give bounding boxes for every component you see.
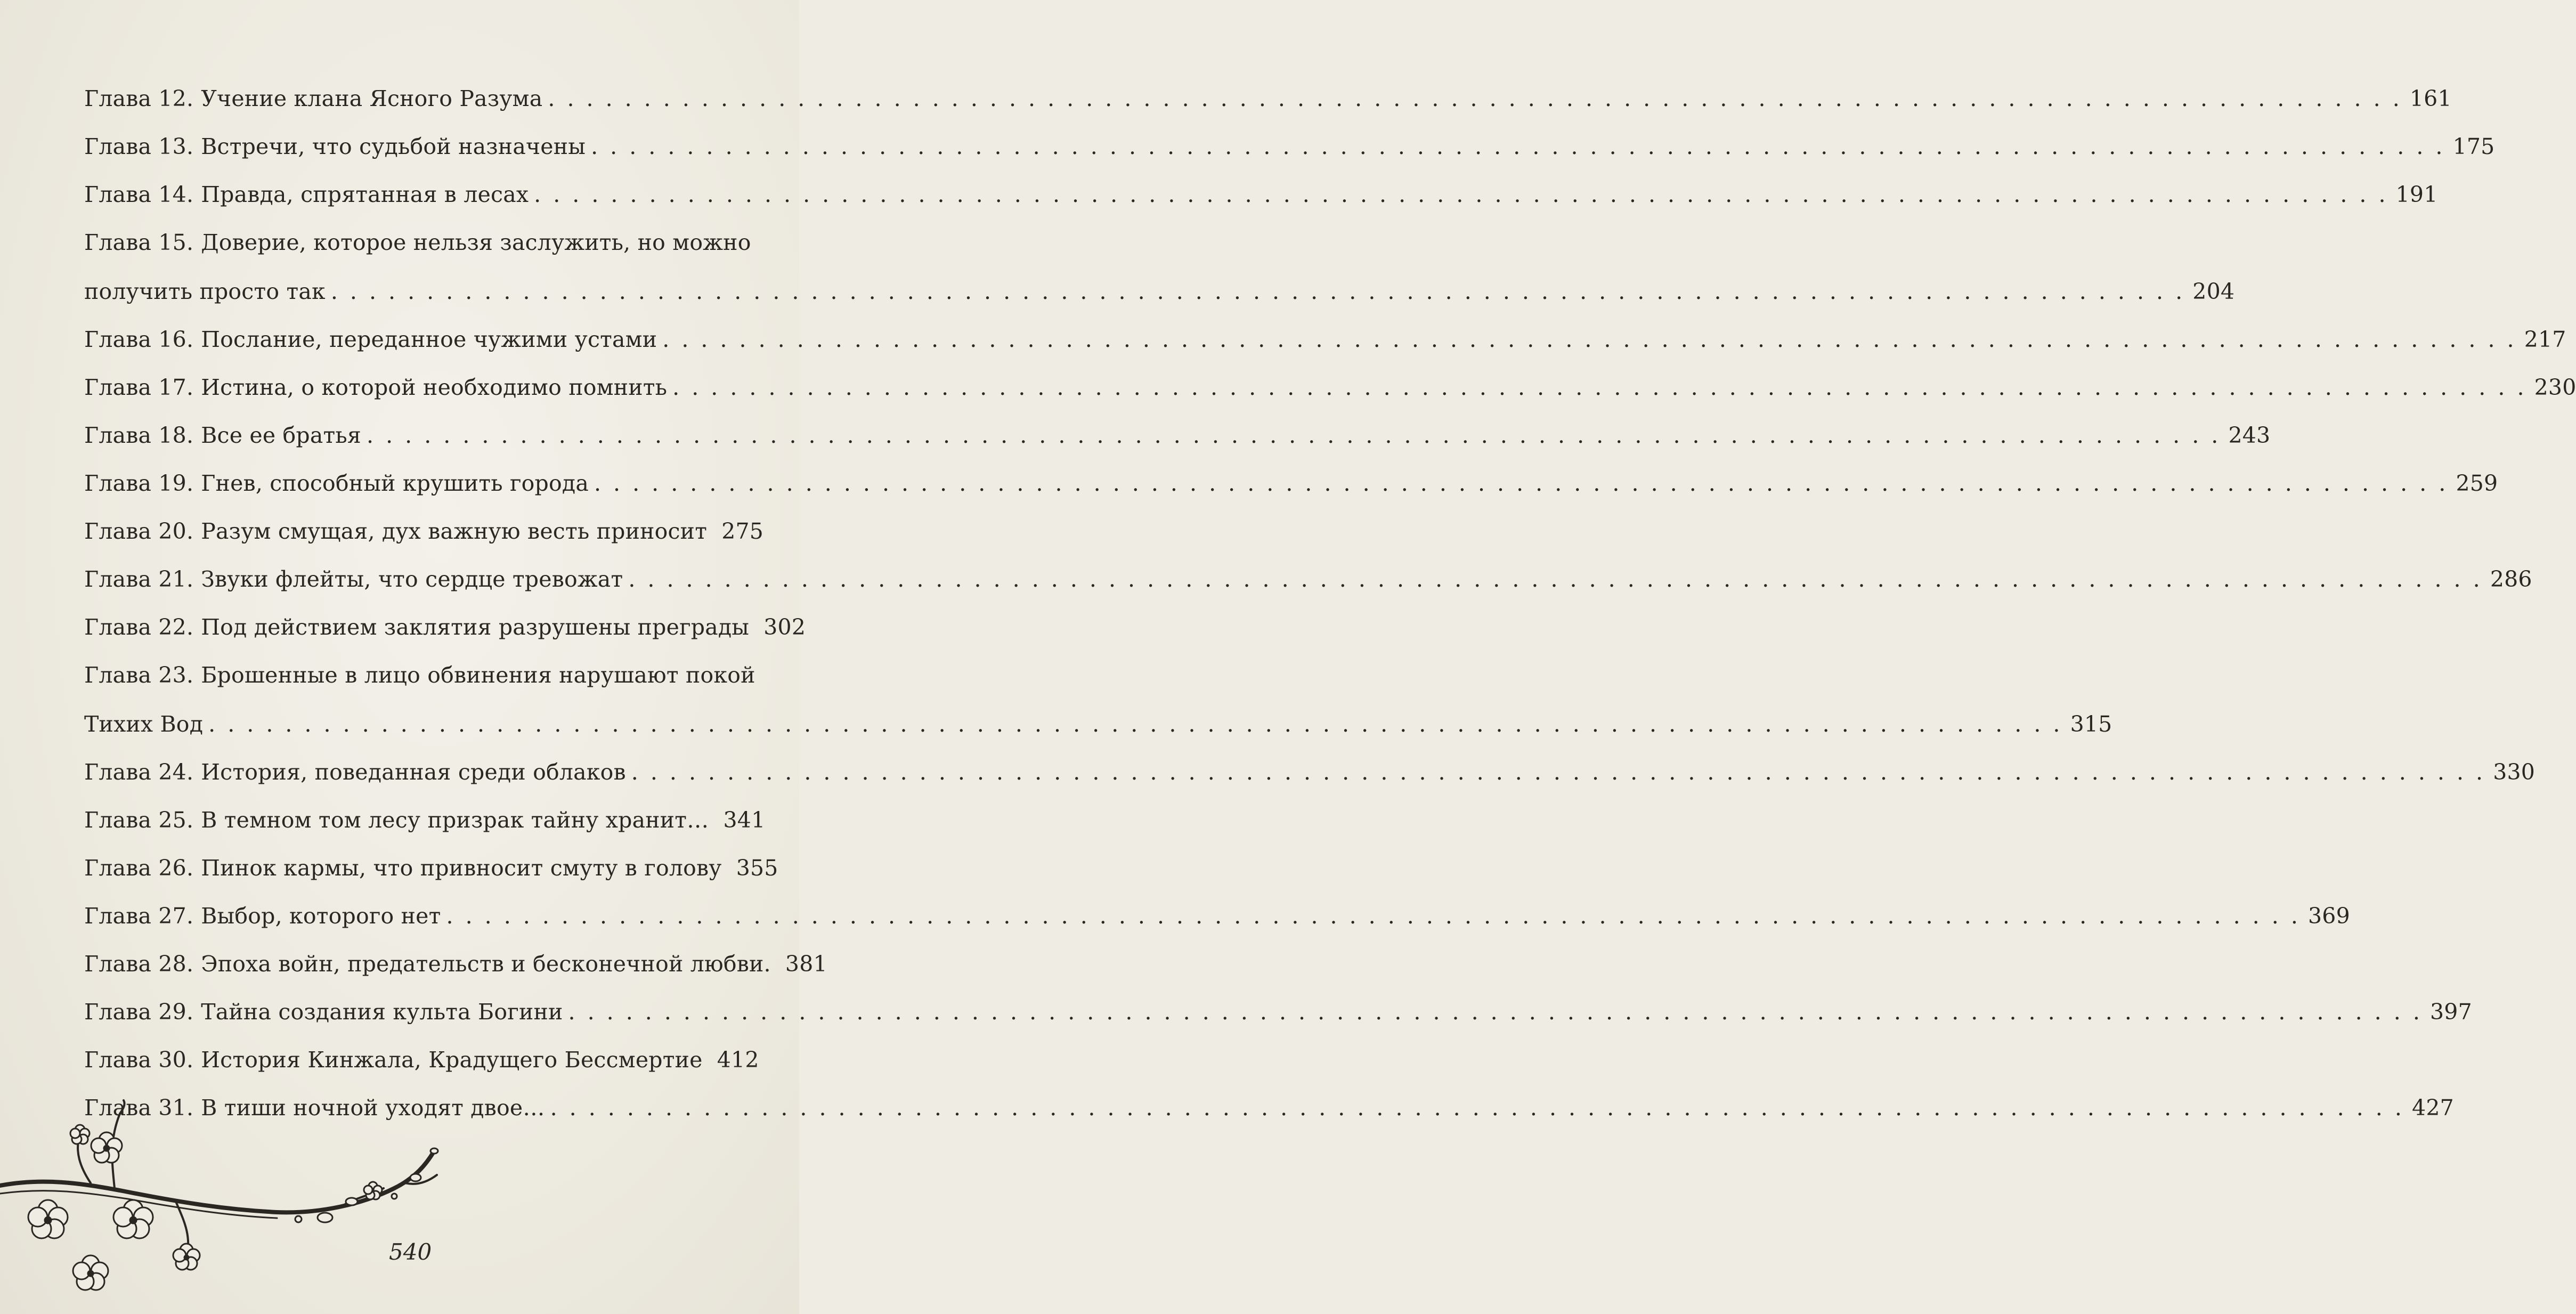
chapter-title: Пинок кармы, что привносит смуту в голову (201, 855, 722, 881)
toc-entry (84, 411, 2271, 459)
page-number: 243 (2228, 423, 2271, 448)
chapter-title: Звуки флейты, что сердце тревожат (201, 566, 623, 592)
leader-dots (534, 171, 2386, 218)
chapter-number: Глава 13. (84, 134, 194, 159)
leader-dots (367, 411, 2219, 459)
chapter-number: Глава 23. (84, 662, 194, 688)
chapter-number: Глава 29. (84, 999, 194, 1025)
toc-entry (84, 748, 2536, 796)
leader-dots (591, 123, 2443, 171)
page-number: 330 (2493, 759, 2536, 785)
toc-entry (84, 796, 766, 844)
page-number: 175 (2452, 134, 2495, 159)
chapter-number: Глава 30. (84, 1047, 194, 1073)
toc-entry (84, 123, 2495, 171)
chapter-title: Встречи, что судьбой назначены (201, 134, 586, 159)
chapter-number: Глава 20. (84, 518, 194, 544)
leader-dots (631, 748, 2484, 796)
chapter-title: Доверие, которое нельзя заслужить, но можно (201, 230, 751, 255)
chapter-number: Глава 22. (84, 614, 194, 640)
leader-dots (548, 75, 2400, 123)
chapter-number: Глава 25. (84, 807, 194, 833)
toc-entry (84, 940, 827, 988)
chapter-title-continued: Тихих Вод (84, 711, 204, 737)
page-number: 355 (736, 855, 778, 881)
leader-dots (331, 267, 2183, 315)
page-number: 230 (2534, 375, 2576, 400)
chapter-title: Все ее братья (201, 423, 361, 448)
page-number: 397 (2430, 999, 2472, 1025)
chapter-number: Глава 28. (84, 951, 194, 977)
chapter-title-continued: получить просто так (84, 279, 326, 304)
leader-dots (446, 892, 2299, 940)
chapter-number: Глава 24. (84, 759, 194, 785)
page-number: 369 (2308, 903, 2350, 929)
chapter-title: Гнев, способный крушить города (201, 471, 589, 496)
page-folio: 540 (389, 1239, 432, 1265)
leader-dots (662, 315, 2515, 363)
chapter-title: Разум смущая, дух важную весть приносит (201, 518, 708, 544)
chapter-title: Послание, переданное чужими устами (201, 327, 657, 352)
page-number: 315 (2070, 711, 2112, 737)
page-number: 302 (763, 614, 806, 640)
leader-dots (550, 1084, 2403, 1132)
chapter-number: Глава 19. (84, 471, 194, 496)
page-number: 275 (721, 518, 764, 544)
page-number: 259 (2456, 471, 2498, 496)
chapter-number: Глава 31. (84, 1095, 194, 1121)
leader-dots (594, 459, 2447, 507)
chapter-title: Правда, спрятанная в лесах (201, 182, 529, 207)
page-number: 286 (2490, 566, 2532, 592)
leader-dots (628, 555, 2481, 603)
chapter-number: Глава 27. (84, 903, 194, 929)
toc-entry (84, 218, 2235, 315)
chapter-title: Под действием заклятия разрушены преграды (201, 614, 750, 640)
leader-dots (568, 988, 2421, 1036)
toc-entry (84, 315, 2566, 363)
chapter-title: В тиши ночной уходят двое… (201, 1095, 545, 1121)
chapter-number: Глава 18. (84, 423, 194, 448)
page-number: 217 (2524, 327, 2566, 352)
toc-entry (84, 651, 2112, 748)
toc-entry (84, 507, 764, 555)
toc-entry (84, 363, 2576, 411)
chapter-title: Учение клана Ясного Разума (201, 86, 543, 111)
chapter-title: История, поведанная среди облаков (201, 759, 626, 785)
toc-entry (84, 892, 2350, 940)
chapter-title: Тайна создания культа Богини (201, 999, 563, 1025)
chapter-title: Истина, о которой необходимо помнить (201, 375, 668, 400)
page-number: 412 (717, 1047, 759, 1073)
page-number: 161 (2409, 86, 2452, 111)
chapter-number: Глава 15. (84, 230, 194, 255)
chapter-title: Эпоха войн, предательств и бесконечной любви. (201, 951, 771, 977)
toc-entry (84, 459, 2498, 507)
chapter-number: Глава 16. (84, 327, 194, 352)
leader-dots (208, 700, 2061, 748)
chapter-title: История Кинжала, Крадущего Бессмертие (201, 1047, 703, 1073)
leader-dots (672, 363, 2525, 411)
chapter-title: Брошенные в лицо обвинения нарушают покой (201, 662, 755, 688)
toc-entry (84, 555, 2532, 603)
table-of-contents (84, 75, 2576, 1132)
chapter-number: Глава 26. (84, 855, 194, 881)
chapter-number: Глава 12. (84, 86, 194, 111)
chapter-number: Глава 21. (84, 566, 194, 592)
toc-entry (84, 1036, 759, 1084)
page-number: 191 (2395, 182, 2438, 207)
page-number: 204 (2192, 279, 2235, 304)
toc-entry (84, 171, 2438, 218)
toc-entry (84, 844, 778, 892)
toc-entry (84, 75, 2452, 123)
page-number: 427 (2412, 1095, 2454, 1121)
plum-blossom-branch-icon (0, 1098, 480, 1314)
chapter-number: Глава 17. (84, 375, 194, 400)
toc-entry (84, 603, 806, 651)
toc-entry (84, 988, 2472, 1036)
page-number: 381 (785, 951, 827, 977)
page-number: 341 (723, 807, 766, 833)
chapter-number: Глава 14. (84, 182, 194, 207)
chapter-title: В темном том лесу призрак тайну хранит… (201, 807, 709, 833)
chapter-title: Выбор, которого нет (201, 903, 441, 929)
